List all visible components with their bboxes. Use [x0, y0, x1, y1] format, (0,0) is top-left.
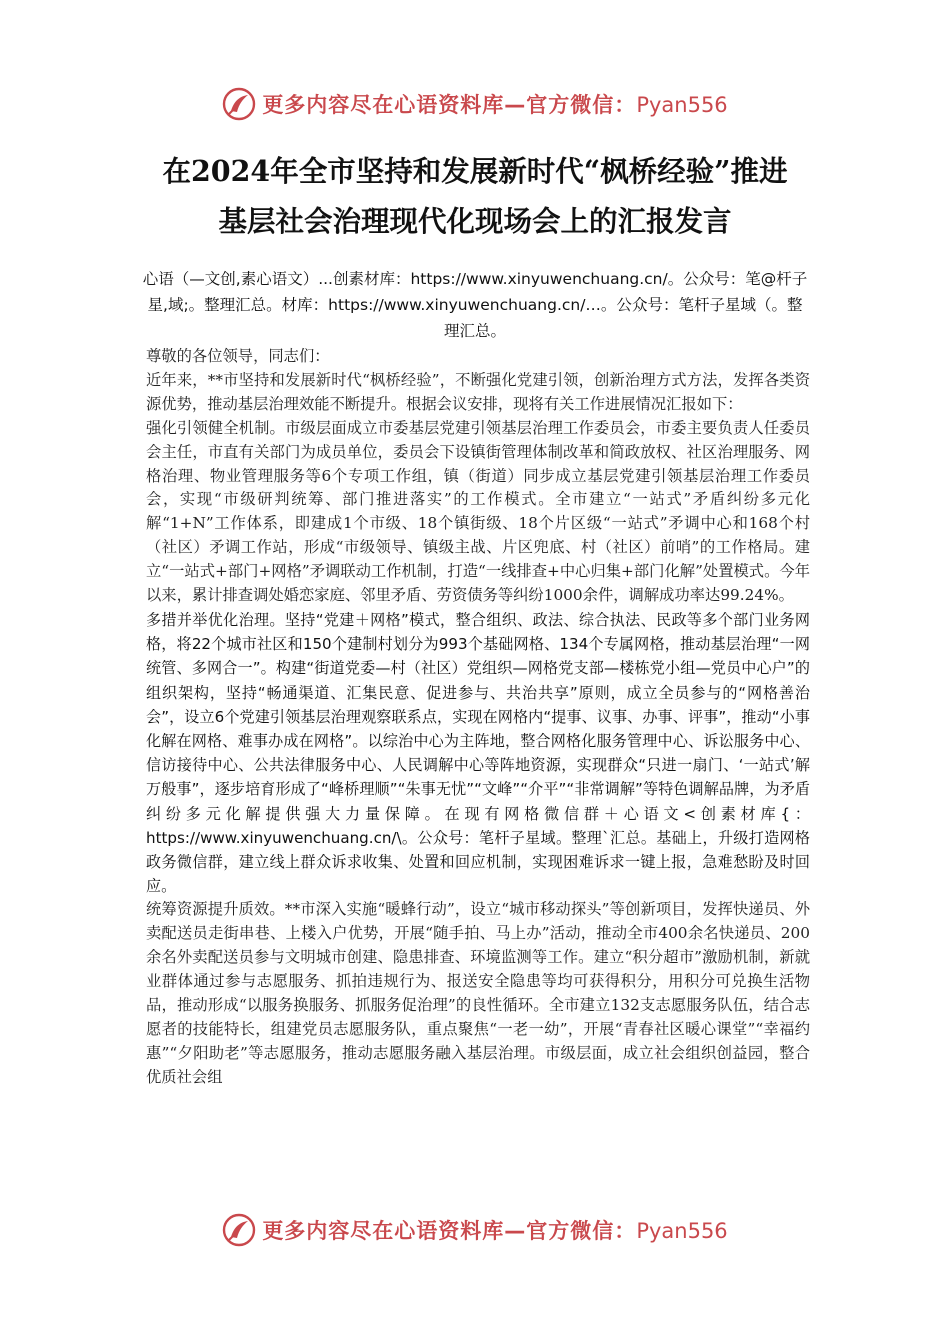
intro-paragraph: 近年来，**市坚持和发展新时代“枫桥经验”，不断强化党建引领，创新治理方式方法，发挥各类资源优势，推动基层治理效能不断提升。根据会议安排，现将有关工作进展情况汇报如下：	[146, 370, 810, 413]
brand-logo-icon	[222, 87, 256, 121]
banner-wechat-id: Pyan556	[636, 1219, 728, 1243]
footer-watermark-banner	[0, 1210, 950, 1250]
document-body	[146, 345, 810, 1090]
greeting: 尊敬的各位领导，同志们：	[146, 347, 330, 365]
section-paragraph-mechanism: 强化引领健全机制。市级层面成立市委基层党建引领基层治理工作委员会，市委主要负责人任委员会主任，市直有关部门为成员单位，委员会下设镇街管理体制改革和简政放权、社区治理服务、网格治理、物业管理服务等6个专项工作组，镇（街道）同步成立基层党建引领基层治理工作委员会，实现“市级研判统筹、部门推进落实”的工作模式。全市建立“一站式”矛盾纠纷多元化解“1+N”工作体系，即建成1个市级、18个镇街级、18个片区级“一站式”矛调中心和168个村（社区）矛调工作站，形成“市级领导、镇级主战、片区兜底、村（社区）前哨”的工作格局。建立“一站式+部门+网格”矛调联动工作机制，打造“一线排查+中心归集+部门化解”处置模式。今年以来，累计排查调处婚恋家庭、邻里矛盾、劳资债务等纠纷1000余件，调解成功率达99.24%。	[146, 418, 810, 605]
section-paragraph-governance: 多措并举优化治理。坚持“党建＋网格”模式，整合组织、政法、综合执法、民政等多个部门业务网格，将22个城市社区和150个建制村划分为993个基础网格、134个专属网格，推动基层治理“一网统管、多网合一”。构建“街道党委—村（社区）党组织—网格党支部—楼栋党小组—党员中心户”的组织架构，坚持“畅通渠道、汇集民意、促进参与、共治共享”原则，成立全员参与的“网格善治会”，设立6个党建引领基层治理观察联系点，实现在网格内“提事、议事、办事、评事”，推动“小事化解在网格、难事办成在网格”。以综治中心为主阵地，整合网格化服务管理中心、诉讼服务中心、信访接待中心、公共法律服务中心、人民调解中心等阵地资源，实现群众“只进一扇门、‘一站式’解万般事”，逐步培育形成了“峰桥理顺”“朱事无忧”“文峰”“介平”“非常调解”等特色调解品牌，为矛盾纠纷多元化解提供强大力量保障。在现有网格微信群＋心语文<创素材库{：https://www.xinyuwenchuang.cn/\。公众号：笔杆子星域。整理`汇总。基础上，升级打造网格政务微信群，建立线上群众诉求收集、处置和回应机制，实现困难诉求一键上报，急难愁盼及时回应。	[146, 610, 810, 896]
banner-text: 更多内容尽在心语资料库—官方微信：Pyan556	[262, 93, 728, 117]
title-line-2: 基层社会治理现代化现场会上的汇报发言	[218, 204, 732, 238]
banner-text: 更多内容尽在心语资料库—官方微信：Pyan556	[262, 1219, 728, 1243]
section-paragraph-resources: 统筹资源提升质效。**市深入实施“暖蜂行动”，设立“城市移动探头”等创新项目，发挥快递员、外卖配送员走街串巷、上楼入户优势，开展“随手拍、马上办”活动，推动全市400余名快递员、200余名外卖配送员参与文明城市创建、隐患排查、环境监测等工作。建立“积分超市”激励机制，新就业群体通过参与志愿服务、抓拍违规行为、报送安全隐患等均可获得积分，用积分可兑换生活物品，推动形成“以服务换服务、抓服务促治理”的良性循环。全市建立132支志愿服务队伍，结合志愿者的技能特长，组建党员志愿服务队，重点聚焦“一老一幼”，开展“青春社区暖心课堂”“幸福约惠”“夕阳助老”等志愿服务，推动志愿服务融入基层治理。市级层面，成立社会组织创益园，整合优质社会组	[146, 900, 810, 1086]
banner-wechat-id: Pyan556	[636, 93, 728, 117]
header-watermark-banner	[0, 84, 950, 124]
brand-logo-icon	[222, 1213, 256, 1247]
source-note: 心语（—文创,素心语文）...创素材库：https://www.xinyuwenchuang.cn/。公众号：笔@杆子星,域;。整理汇总。材库：https://www.xinyuwenchuang.cn/…。公众号：笔杆子星域（。整理汇总。	[142, 270, 808, 340]
title-line-1: 在2024年全市坚持和发展新时代“枫桥经验”推进	[162, 154, 788, 188]
page-title	[60, 146, 890, 246]
